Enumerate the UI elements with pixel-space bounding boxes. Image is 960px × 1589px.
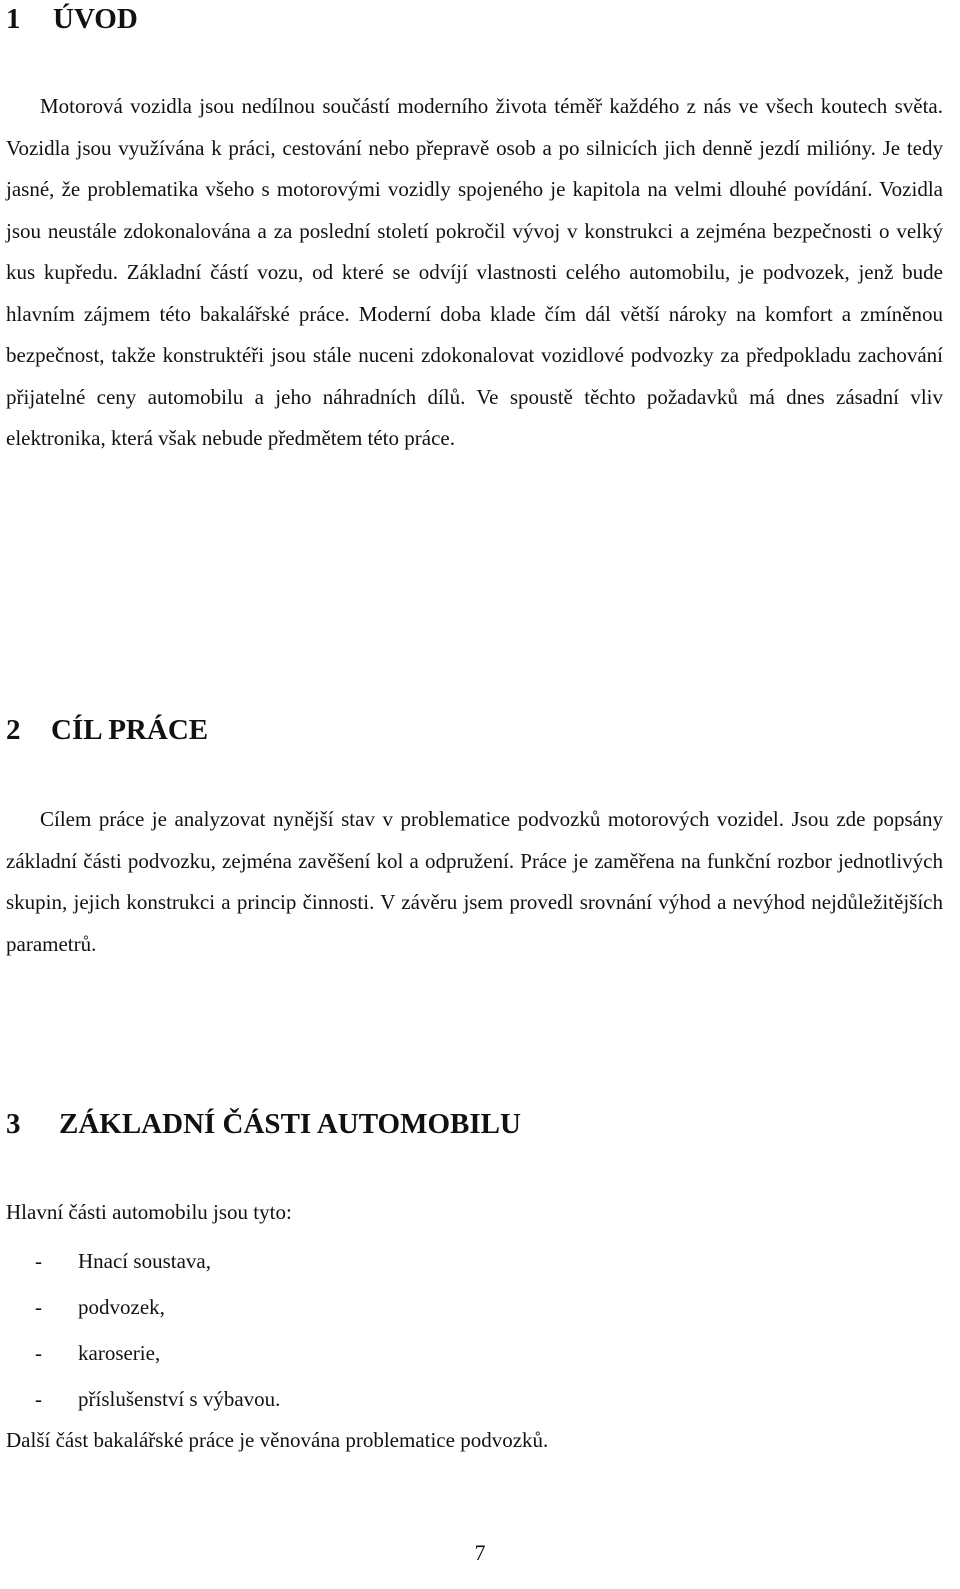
list-item (6, 1330, 280, 1376)
list-item (6, 1238, 280, 1284)
list-marker: - (35, 1295, 42, 1319)
page-number: 7 (474, 1540, 486, 1565)
list-item (6, 1284, 280, 1330)
list-item-text: podvozek, (78, 1295, 165, 1319)
list-outro: Další část bakalářské práce je věnována problematice podvozků. (6, 1428, 549, 1452)
car-parts-list (6, 1238, 280, 1422)
list-marker: - (35, 1387, 42, 1411)
heading-number: 1 (6, 3, 21, 35)
heading-title: ZÁKLADNÍ ČÁSTI AUTOMOBILU (59, 1108, 521, 1140)
heading-number: 2 (6, 714, 21, 746)
heading-cil-prace (6, 712, 208, 748)
list-marker: - (35, 1341, 42, 1365)
list-item (6, 1376, 280, 1422)
list-marker: - (35, 1249, 42, 1273)
list-intro: Hlavní části automobilu jsou tyto: (6, 1200, 292, 1224)
heading-title: ÚVOD (53, 3, 138, 35)
list-item-text: příslušenství s výbavou. (78, 1387, 281, 1411)
heading-number: 3 (6, 1108, 21, 1140)
heading-uvod (6, 1, 138, 37)
paragraph-uvod: Motorová vozidla jsou nedílnou součástí moderního života téměř každého z nás ve všech koutech světa. Vozidla jsou využívána k práci, cestování nebo přepravě osob a po silnicích jich denně jezdí milióny. Je tedy jasné, že problematika všeho s motorovými vozidly spojeného je kapitola na velmi dlouhé povídání. Vozidla jsou neustále zdokonalována a za poslední století pokročil vývoj v konstrukci a zejména bezpečnosti o velký kus kupředu. Základní částí vozu, od které se odvíjí vlastnosti celého automobilu, je podvozek, jenž bude hlavním zájmem této bakalářské práce. Moderní doba klade čím dál větší nároky na komfort a zmíněnou bezpečnost, takže konstruktéři jsou stále nuceni zdokonalovat vozidlové podvozky za předpokladu zachování přijatelné ceny automobilu a jeho náhradních dílů. Ve spoustě těchto požadavků má dnes zásadní vliv elektronika, která však nebude předmětem této práce. (6, 94, 943, 450)
list-item-text: karoserie, (78, 1341, 161, 1365)
paragraph-cil-prace: Cílem práce je analyzovat nynější stav v problematice podvozků motorových vozidel. Jsou zde popsány základní části podvozku, zejména zavěšení kol a odpružení. Práce je zaměřena na funkční rozbor jednotlivých skupin, jejich konstrukci a princip činnosti. V závěru jsem provedl srovnání výhod a nevýhod nejdůležitějších parametrů. (6, 807, 943, 956)
heading-title: CÍL PRÁCE (51, 714, 209, 746)
list-item-text: Hnací soustava, (78, 1249, 211, 1273)
heading-zakladni-casti (6, 1106, 521, 1142)
